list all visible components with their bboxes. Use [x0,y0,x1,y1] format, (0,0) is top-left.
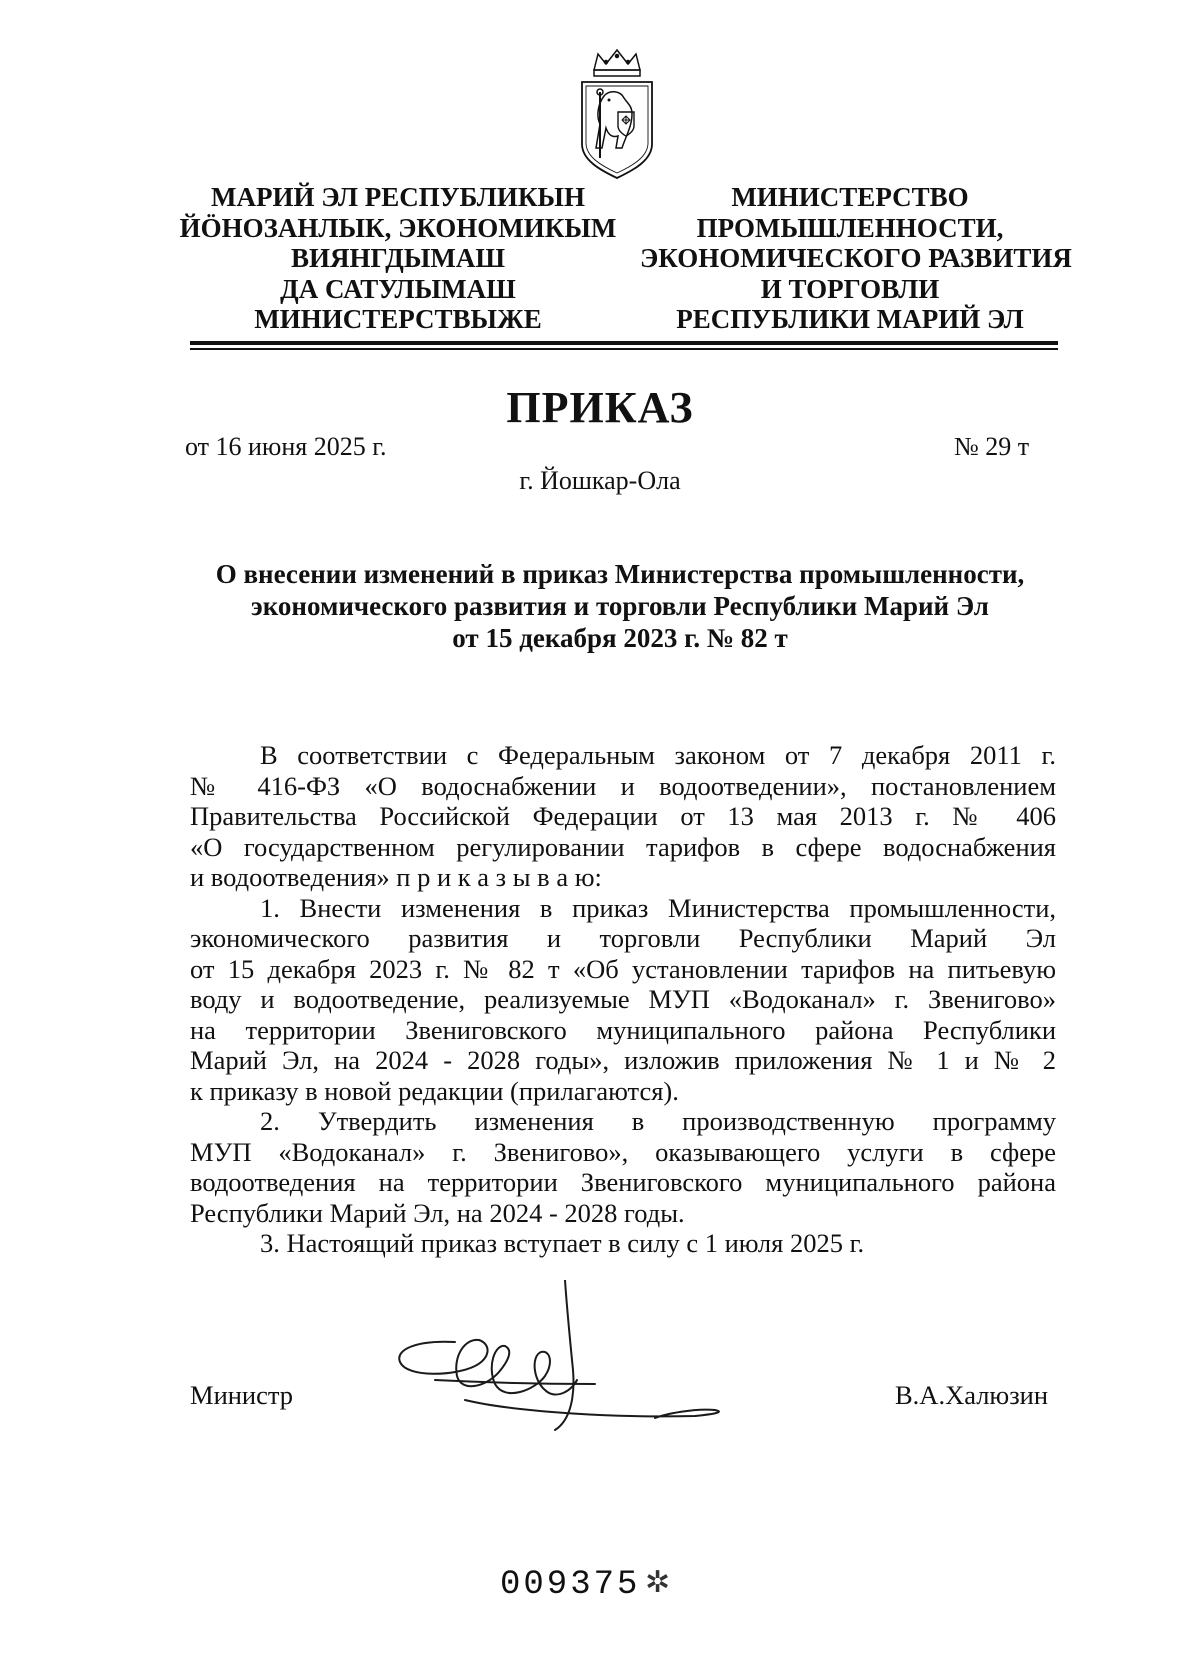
header-right-line: И ТОРГОВЛИ [760,273,940,304]
document-date: от 16 июня 2025 г. [185,432,387,461]
signatory-name: В.А.Халюзин [895,1380,1049,1410]
header-right-line: МИНИСТЕРСТВО [731,182,969,212]
header-marii-ministry-name [178,182,618,335]
body-line: «О государственном регулировании тарифов в сфере водоснабжения [190,831,1056,862]
subject-line: О внесении изменений в приказ Министерства промышленности, [215,559,1025,589]
body-line: и водоотведения» п р и к а з ы в а ю: [190,862,602,892]
header-right-line: ПРОМЫШЛЕННОСТИ, [696,212,1004,243]
body-line: 1. Внести изменения в приказ Министерства промышленности, [260,892,1056,923]
body-line: МУП «Водоканал» г. Звенигово», оказывающего услуги в сфере [190,1136,1056,1167]
document-city: г. Йошкар-Ола [519,466,681,495]
header-russian-ministry-name [640,182,1072,335]
body-line: В соответствии с Федеральным законом от 7 декабря 2011 г. [260,740,1056,770]
header-divider-thick [190,341,1058,345]
header-left-line: МИНИСТЕРСТВЫЖЕ [254,304,542,334]
body-line: Марий Эл, на 2024 - 2028 годы», изложив приложения № 1 и № 2 [190,1045,1056,1075]
header-right-line: РЕСПУБЛИКИ МАРИЙ ЭЛ [676,304,1024,334]
handwritten-signature [395,1280,795,1455]
body-line: экономического развития и торговли Республики Марий Эл [190,923,1056,953]
body-line: от 15 декабря 2023 г. № 82 т «Об установлении тарифов на питьевую [190,953,1056,984]
body-line: воду и водоотведение, реализуемые МУП «Водоканал» г. Звенигово» [190,984,1056,1014]
asterisk-mark-icon: ✲ [645,1566,671,1599]
document-body [190,740,1056,1259]
body-line: на территории Звениговского муниципального района Республики [190,1014,1056,1045]
header-left-line: ДА САТУЛЫМАШ [280,273,516,304]
header-divider-thin [190,348,1058,350]
body-line: № 416-ФЗ «О водоснабжении и водоотведении», постановлением [190,770,1056,801]
signatory-title: Министр [190,1380,294,1410]
body-line: 3. Настоящий приказ вступает в силу с 1 июля 2025 г. [260,1228,865,1258]
body-line: водоотведения на территории Звениговского муниципального района [190,1167,1056,1197]
body-paragraph-item-2 [190,1106,1056,1228]
document-number: № 29 т [954,432,1030,461]
body-paragraph-item-1 [190,893,1056,1107]
document-type-title: ПРИКАЗ [506,383,694,432]
header-left-line: ЙӦНОЗАНЛЫК, ЭКОНОМИКЫМ [179,212,617,243]
body-paragraph-item-3 [190,1228,1056,1259]
coat-of-arms-emblem [576,48,658,180]
header-left-line: ВИЯНГДЫМАШ [290,243,506,273]
body-line: 2. Утвердить изменения в производственную программу [260,1106,1056,1136]
document-subject [180,558,1060,654]
subject-line: экономического развития и торговли Республики Марий Эл [251,591,989,621]
subject-line: от 15 декабря 2023 г. № 82 т [452,623,788,653]
body-line: Республики Марий Эл, на 2024 - 2028 годы. [190,1197,685,1228]
body-line: Правительства Российской Федерации от 13 мая 2013 г. № 406 [190,801,1056,831]
header-right-line: ЭКОНОМИЧЕСКОГО РАЗВИТИЯ [640,243,1072,273]
header-left-line: МАРИЙ ЭЛ РЕСПУБЛИКЫН [211,182,585,212]
body-paragraph-preamble [190,740,1056,893]
serial-number: 009375 [500,1566,641,1604]
body-line: к приказу в новой редакции (прилагаются). [190,1075,679,1106]
